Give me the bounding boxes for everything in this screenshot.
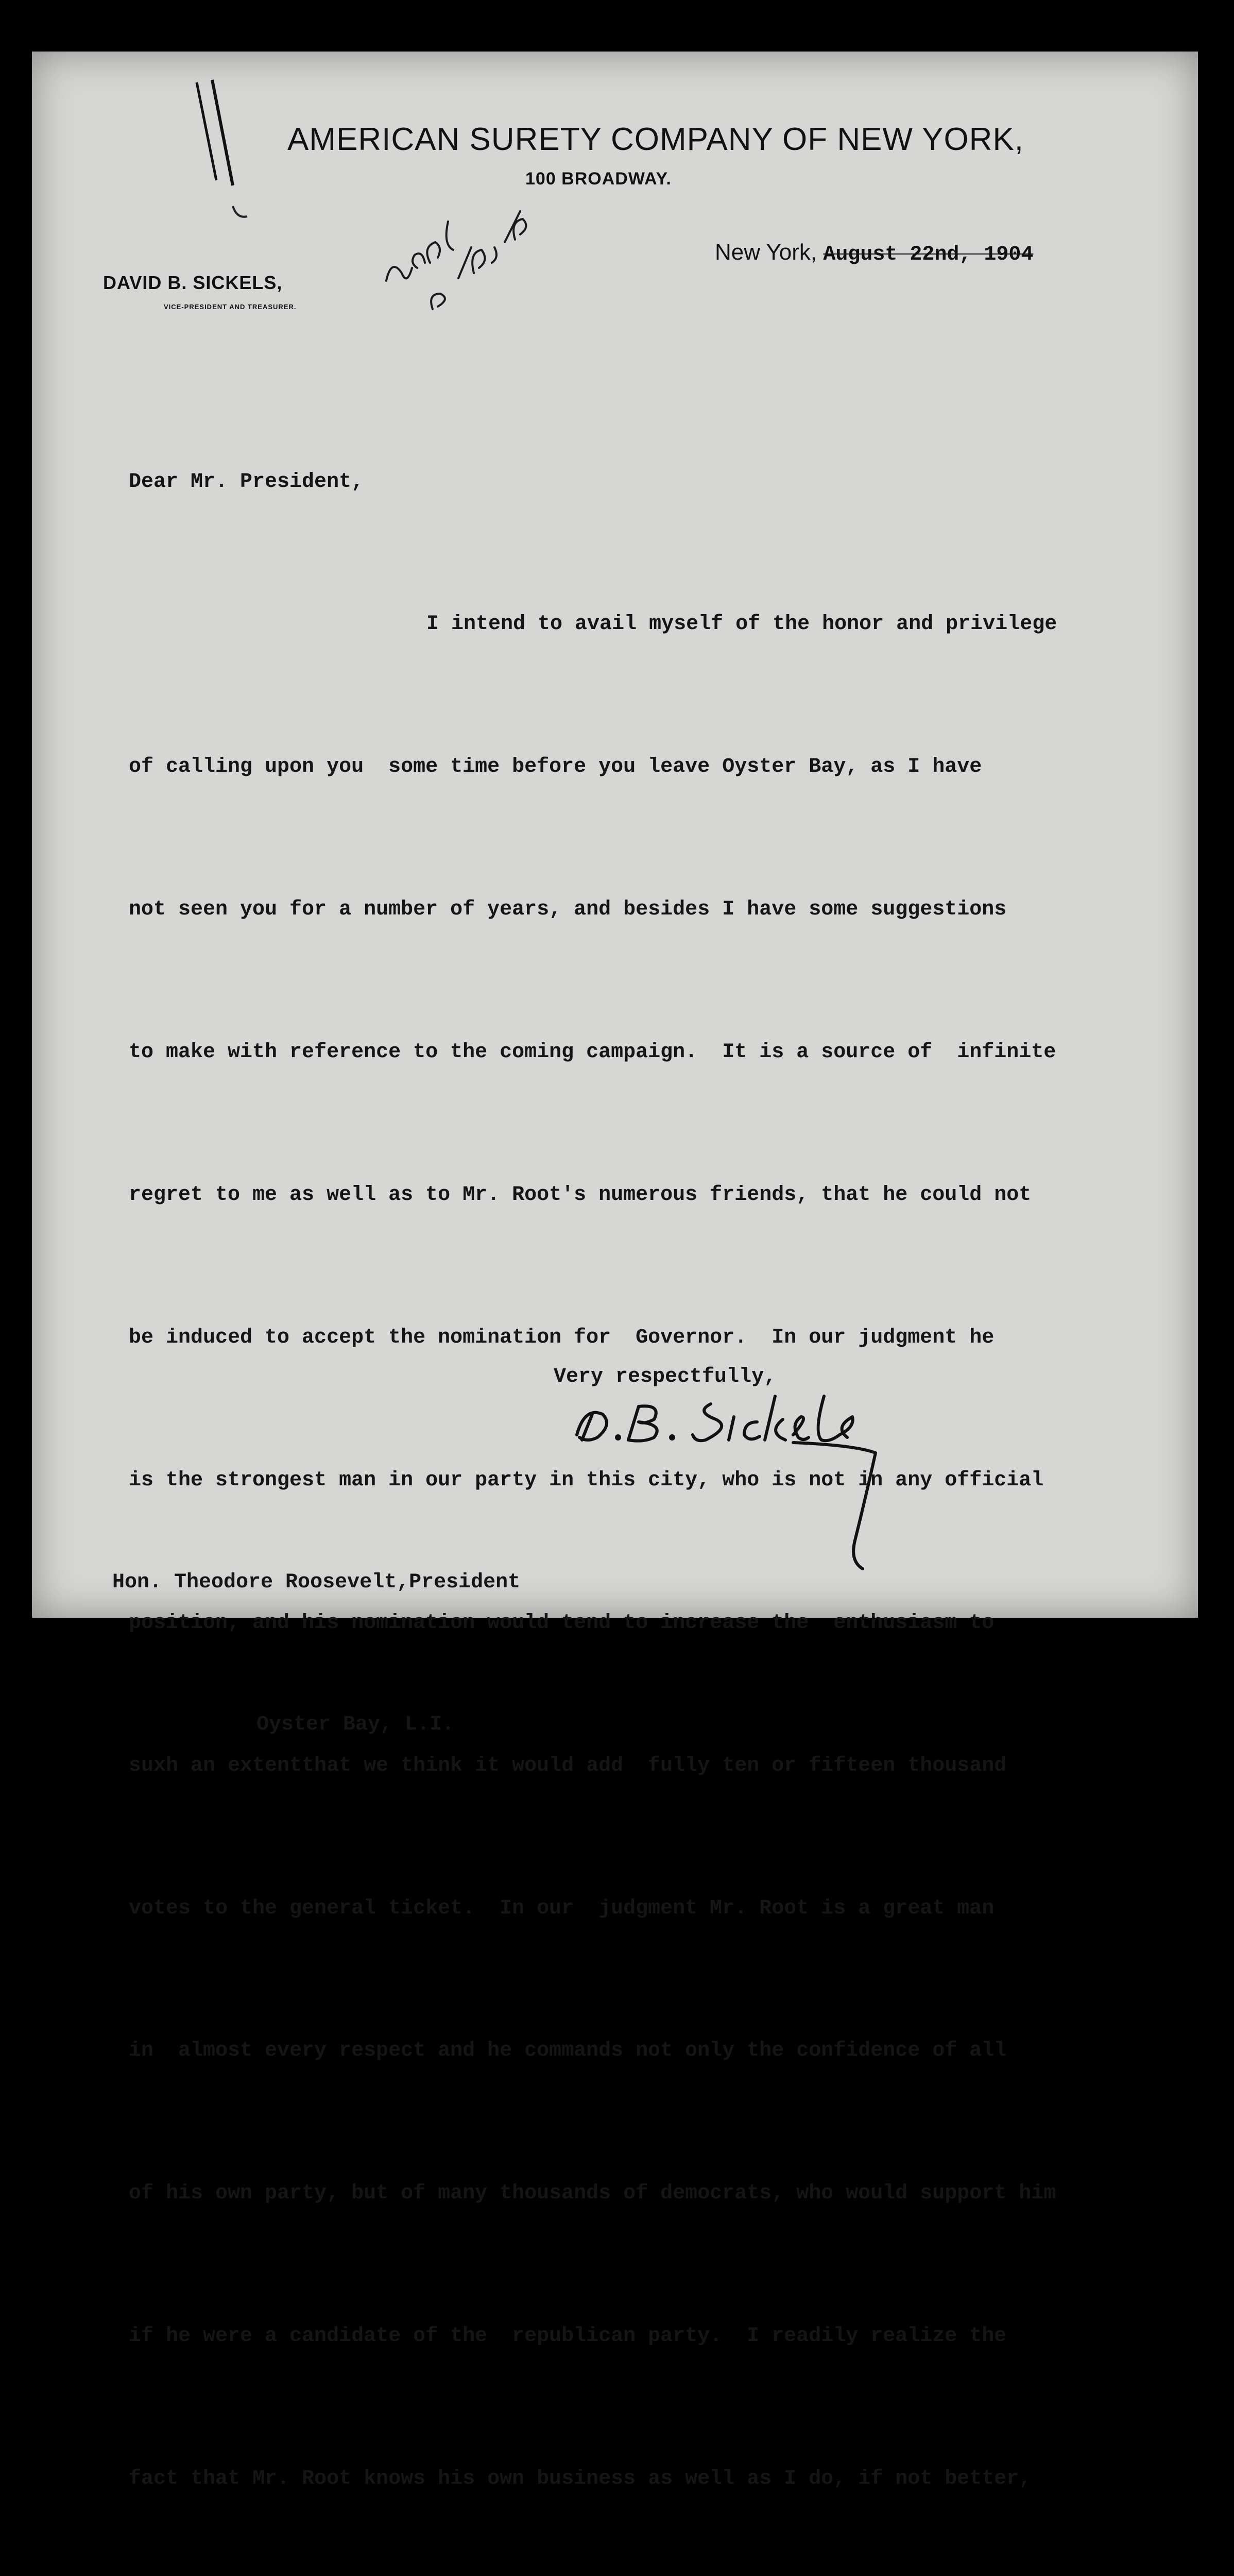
body-line: if he were a candidate of the republican party. I readily realize the	[129, 2325, 1007, 2348]
signature	[567, 1386, 896, 1577]
body-line: position, and his nomination would tend to increase the enthusiasm to	[129, 1611, 995, 1635]
body-line: is the strongest man in our party in this city, who is not in any official	[129, 1468, 1044, 1492]
body-line: I intend to avail myself of the honor and privilege	[426, 613, 1057, 636]
handwritten-acknowledgment	[371, 191, 541, 314]
body-line: votes to the general ticket. In our judgment Mr. Root is a great man	[129, 1896, 995, 1920]
officer-name: DAVID B. SICKELS,	[103, 272, 283, 293]
company-address: 100 BROADWAY.	[525, 169, 672, 189]
body-line: in almost every respect and he commands not only the confidence of all	[129, 2039, 1007, 2063]
addressee-block	[112, 1464, 520, 1796]
closing: Very respectfully,	[554, 1365, 777, 1388]
officer-title: VICE-PRESIDENT AND TREASURER.	[164, 303, 297, 311]
body-line: regret to me as well as to Mr. Root's numerous friends, that he could not	[129, 1183, 1032, 1207]
body-line: fact that Mr. Root knows his own business as well as I do, if not better,	[129, 2467, 1032, 2491]
body-line: of calling upon you some time before you leave Oyster Bay, as I have	[129, 755, 982, 779]
body-line: not seen you for a number of years, and besides I have some suggestions	[129, 898, 1007, 922]
body-line: to make with reference to the coming campaign. It is a source of infinite	[129, 1041, 1056, 1064]
addressee-name: Hon. Theodore Roosevelt,President	[112, 1571, 521, 1594]
dateline-date: August 22nd, 1904	[823, 243, 1034, 266]
body-line: be induced to accept the nomination for Governor. In our judgment he	[129, 1326, 995, 1349]
body-line: suxh an extentthat we think it would add fully ten or fifteen thousand	[129, 1754, 1007, 1777]
company-name: AMERICAN SURETY COMPANY OF NEW YORK,	[287, 122, 1024, 157]
dateline-place: New York,	[715, 240, 817, 265]
body-line: of his own party, but of many thousands of democrats, who would support him	[129, 2182, 1056, 2206]
addressee-location: Oyster Bay, L.I.	[256, 1713, 455, 1736]
dateline	[715, 240, 1033, 266]
salutation: Dear Mr. President,	[129, 470, 364, 494]
